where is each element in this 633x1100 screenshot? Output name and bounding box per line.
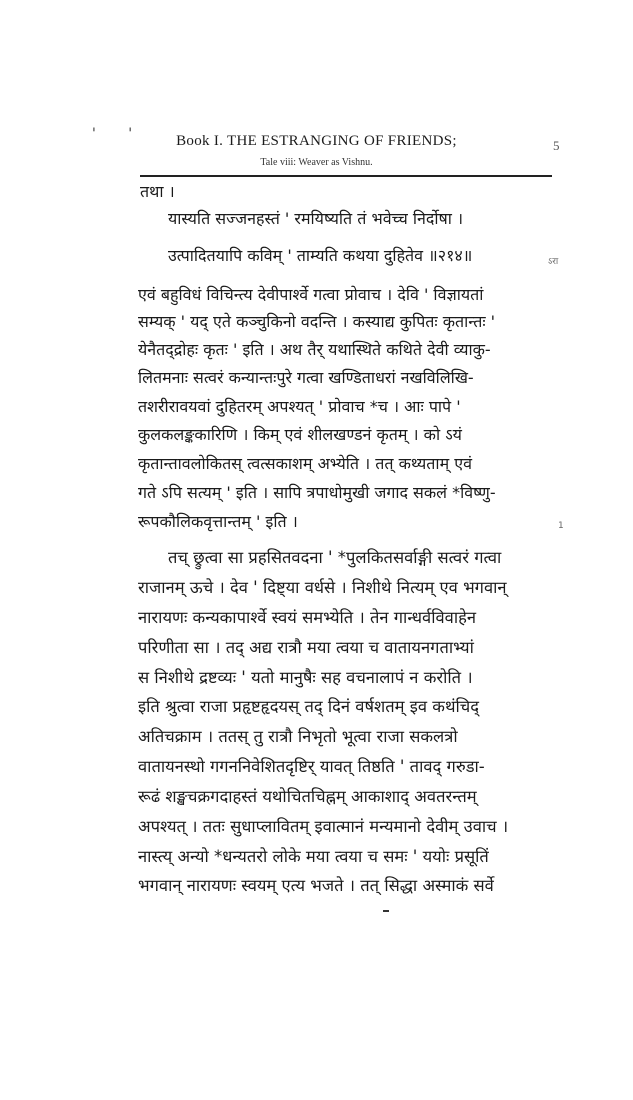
- tale-subhead: Tale viii: Weaver as Vishnu.: [260, 157, 373, 168]
- text-line: लितमनाः सत्वरं कन्यान्तःपुरे गत्वा खण्डिताधरां नखविलिखि-: [138, 368, 474, 387]
- text-line: अतिचक्राम । ततस् तु रात्रौ निभृतो भूत्वा राजा सकलत्रो: [138, 727, 458, 746]
- page-number: 5: [553, 138, 560, 153]
- text-line: रूढं शङ्खचक्रगदाहस्तं यथोचितचिह्नम् आकाशाद् अवतरन्तम्: [138, 787, 477, 806]
- text-line: तच् छ्रुत्वा सा प्रहसितवदना ' *पुलकितसर्वाङ्गी सत्वरं गत्वा: [168, 548, 502, 567]
- running-head: Book I. THE ESTRANGING OF FRIENDS;: [176, 133, 457, 149]
- text-line: तथा ।: [140, 182, 175, 201]
- bottom-mark: [383, 910, 389, 912]
- text-line: येनैतद्द्रोहः कृतः ' इति । अथ तैर् यथास्थिते कथिते देवी व्याकु-: [138, 340, 491, 359]
- header-rule: [140, 175, 552, 177]
- text-line: परिणीता सा । तद् अद्य रात्रौ मया त्वया च वातायनगताभ्यां: [138, 638, 474, 657]
- verse-margin-mark: ऽरा: [548, 257, 559, 267]
- text-line: तशरीरावयवां दुहितरम् अपश्यत् ' प्रोवाच *च । आः पापे ': [138, 397, 461, 416]
- text-line: सम्यक् ' यद् एते कञ्चुकिनो वदन्ति । कस्याद्य कुपितः कृतान्तः ': [138, 312, 496, 331]
- text-line: इति श्रुत्वा राजा प्रहृष्टहृदयस् तद् दिनं वर्षशतम् इव कथंचिद्: [138, 697, 480, 716]
- text-line: रूपकौलिकवृत्तान्तम् ' इति ।: [138, 512, 298, 531]
- text-line: गते ऽपि सत्यम् ' इति । सापि त्रपाधोमुखी जगाद सकलं *विष्णु-: [138, 483, 496, 502]
- text-line: वातायनस्थो गगननिवेशितदृष्टिर् यावत् तिष्ठति ' तावद् गरुडा-: [138, 757, 485, 776]
- verse-line: उत्पादितयापि कविम् ' ताम्यति कथया दुहितेव ॥२१४॥: [168, 246, 473, 265]
- text-line: कुलकलङ्ककारिणि । किम् एवं शीलखण्डनं कृतम् । को ऽयं: [138, 425, 462, 444]
- side-margin-mark: 1: [558, 521, 564, 531]
- verse-line: यास्यति सज्जनहस्तं ' रमयिष्यति तं भवेच्च निर्दोषा ।: [168, 209, 464, 228]
- text-line: नारायणः कन्यकापार्श्वे स्वयं समभ्येति । तेन गान्धर्वविवाहेन: [138, 608, 477, 627]
- stray-marks: ' ': [92, 126, 147, 142]
- text-line: एवं बहुविधं विचिन्त्य देवीपार्श्वे गत्वा प्रोवाच । देवि ' विज्ञायतां: [138, 285, 484, 304]
- text-line: राजानम् ऊचे । देव ' दिष्ट्या वर्धसे । निशीथे नित्यम् एव भगवान्: [138, 578, 507, 597]
- text-line: कृतान्तावलोकितस् त्वत्सकाशम् अभ्येति । तत् कथ्यताम् एवं: [138, 454, 472, 473]
- text-line: अपश्यत् । ततः सुधाप्लावितम् इवात्मानं मन्यमानो देवीम् उवाच ।: [138, 817, 509, 836]
- text-line: स निशीथे द्रष्टव्यः ' यतो मानुषैः सह वचनालापं न करोति ।: [138, 668, 473, 687]
- text-line: भगवान् नारायणः स्वयम् एत्य भजते । तत् सिद्धा अस्माकं सर्वे: [138, 876, 494, 895]
- text-line: नास्त्य् अन्यो *धन्यतरो लोके मया त्वया च समः ' ययोः प्रसूतिं: [138, 847, 489, 866]
